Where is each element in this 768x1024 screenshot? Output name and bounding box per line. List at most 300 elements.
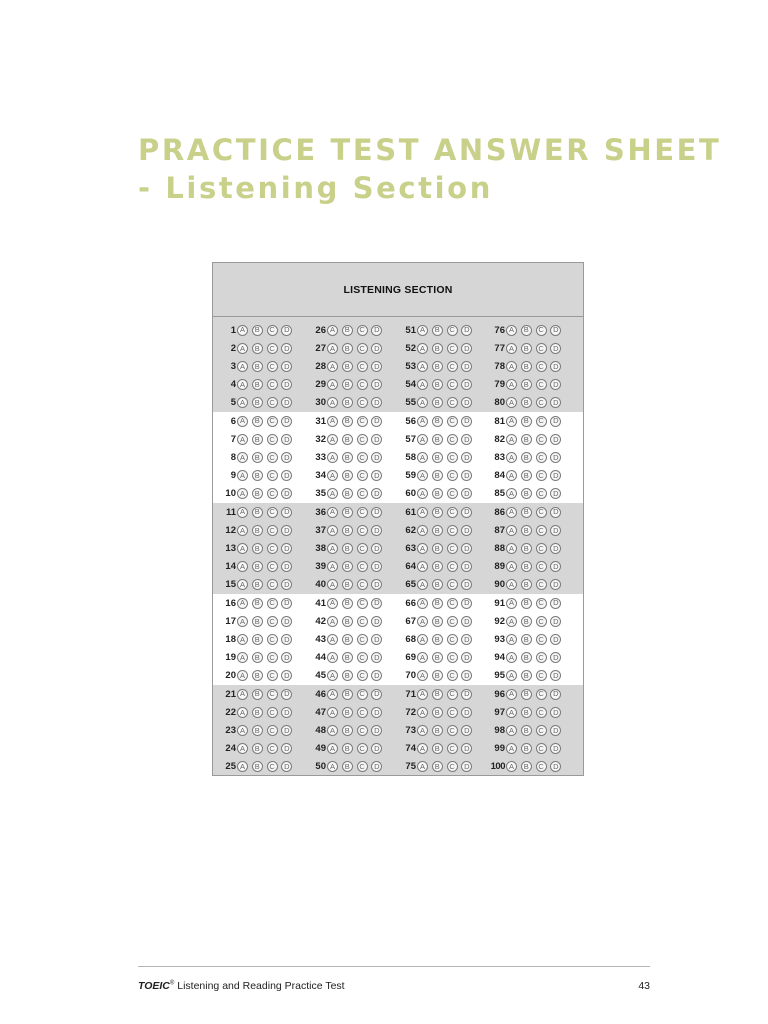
answer-bubble-d[interactable]: D: [461, 452, 472, 463]
answer-bubble-d[interactable]: D: [550, 743, 561, 754]
answer-bubble-d[interactable]: D: [371, 725, 382, 736]
answer-bubble-a[interactable]: A: [506, 416, 517, 427]
answer-bubble-a[interactable]: A: [327, 598, 338, 609]
answer-bubble-d[interactable]: D: [371, 452, 382, 463]
answer-bubble-d[interactable]: D: [461, 470, 472, 481]
answer-bubble-a[interactable]: A: [506, 525, 517, 536]
answer-bubble-c[interactable]: C: [447, 543, 458, 554]
answer-bubble-c[interactable]: C: [357, 670, 368, 681]
answer-bubble-d[interactable]: D: [371, 361, 382, 372]
answer-bubble-c[interactable]: C: [357, 361, 368, 372]
answer-bubble-b[interactable]: B: [432, 561, 443, 572]
answer-bubble-d[interactable]: D: [371, 598, 382, 609]
answer-bubble-a[interactable]: A: [327, 488, 338, 499]
answer-bubble-d[interactable]: D: [550, 470, 561, 481]
answer-bubble-c[interactable]: C: [536, 343, 547, 354]
answer-bubble-b[interactable]: B: [432, 343, 443, 354]
answer-bubble-a[interactable]: A: [417, 507, 428, 518]
answer-bubble-b[interactable]: B: [252, 361, 263, 372]
answer-bubble-a[interactable]: A: [417, 325, 428, 336]
answer-bubble-c[interactable]: C: [357, 397, 368, 408]
answer-bubble-a[interactable]: A: [506, 488, 517, 499]
answer-bubble-a[interactable]: A: [417, 652, 428, 663]
answer-bubble-a[interactable]: A: [506, 689, 517, 700]
answer-bubble-b[interactable]: B: [432, 379, 443, 390]
answer-bubble-b[interactable]: B: [432, 689, 443, 700]
answer-bubble-a[interactable]: A: [327, 470, 338, 481]
answer-bubble-c[interactable]: C: [536, 579, 547, 590]
answer-bubble-d[interactable]: D: [371, 543, 382, 554]
answer-bubble-a[interactable]: A: [237, 343, 248, 354]
answer-bubble-b[interactable]: B: [342, 616, 353, 627]
answer-bubble-a[interactable]: A: [237, 379, 248, 390]
answer-bubble-d[interactable]: D: [550, 343, 561, 354]
answer-bubble-c[interactable]: C: [447, 507, 458, 518]
answer-bubble-b[interactable]: B: [342, 725, 353, 736]
answer-bubble-d[interactable]: D: [371, 507, 382, 518]
answer-bubble-b[interactable]: B: [521, 361, 532, 372]
answer-bubble-b[interactable]: B: [342, 634, 353, 645]
answer-bubble-c[interactable]: C: [357, 689, 368, 700]
answer-bubble-d[interactable]: D: [550, 707, 561, 718]
answer-bubble-d[interactable]: D: [281, 416, 292, 427]
answer-bubble-c[interactable]: C: [357, 343, 368, 354]
answer-bubble-a[interactable]: A: [417, 434, 428, 445]
answer-bubble-c[interactable]: C: [536, 452, 547, 463]
answer-bubble-c[interactable]: C: [357, 470, 368, 481]
answer-bubble-b[interactable]: B: [252, 725, 263, 736]
answer-bubble-b[interactable]: B: [252, 579, 263, 590]
answer-bubble-c[interactable]: C: [267, 434, 278, 445]
answer-bubble-a[interactable]: A: [506, 379, 517, 390]
answer-bubble-d[interactable]: D: [550, 616, 561, 627]
answer-bubble-b[interactable]: B: [521, 507, 532, 518]
answer-bubble-d[interactable]: D: [461, 379, 472, 390]
answer-bubble-d[interactable]: D: [281, 525, 292, 536]
answer-bubble-b[interactable]: B: [432, 525, 443, 536]
answer-bubble-d[interactable]: D: [371, 689, 382, 700]
answer-bubble-c[interactable]: C: [357, 634, 368, 645]
answer-bubble-b[interactable]: B: [342, 561, 353, 572]
answer-bubble-b[interactable]: B: [432, 579, 443, 590]
answer-bubble-c[interactable]: C: [536, 707, 547, 718]
answer-bubble-b[interactable]: B: [342, 579, 353, 590]
answer-bubble-c[interactable]: C: [267, 725, 278, 736]
answer-bubble-d[interactable]: D: [461, 525, 472, 536]
answer-bubble-d[interactable]: D: [461, 670, 472, 681]
answer-bubble-a[interactable]: A: [417, 670, 428, 681]
answer-bubble-c[interactable]: C: [267, 470, 278, 481]
answer-bubble-a[interactable]: A: [506, 325, 517, 336]
answer-bubble-d[interactable]: D: [281, 743, 292, 754]
answer-bubble-a[interactable]: A: [237, 652, 248, 663]
answer-bubble-c[interactable]: C: [357, 488, 368, 499]
answer-bubble-d[interactable]: D: [371, 470, 382, 481]
answer-bubble-c[interactable]: C: [267, 416, 278, 427]
answer-bubble-c[interactable]: C: [267, 689, 278, 700]
answer-bubble-b[interactable]: B: [252, 525, 263, 536]
answer-bubble-b[interactable]: B: [252, 761, 263, 772]
answer-bubble-d[interactable]: D: [371, 525, 382, 536]
answer-bubble-b[interactable]: B: [521, 343, 532, 354]
answer-bubble-d[interactable]: D: [461, 652, 472, 663]
answer-bubble-b[interactable]: B: [521, 488, 532, 499]
answer-bubble-b[interactable]: B: [521, 652, 532, 663]
answer-bubble-c[interactable]: C: [267, 397, 278, 408]
answer-bubble-c[interactable]: C: [447, 725, 458, 736]
answer-bubble-b[interactable]: B: [521, 689, 532, 700]
answer-bubble-b[interactable]: B: [521, 379, 532, 390]
answer-bubble-d[interactable]: D: [371, 707, 382, 718]
answer-bubble-a[interactable]: A: [327, 761, 338, 772]
answer-bubble-d[interactable]: D: [461, 488, 472, 499]
answer-bubble-c[interactable]: C: [447, 361, 458, 372]
answer-bubble-c[interactable]: C: [536, 525, 547, 536]
answer-bubble-c[interactable]: C: [447, 416, 458, 427]
answer-bubble-b[interactable]: B: [252, 397, 263, 408]
answer-bubble-c[interactable]: C: [536, 725, 547, 736]
answer-bubble-b[interactable]: B: [521, 707, 532, 718]
answer-bubble-c[interactable]: C: [357, 616, 368, 627]
answer-bubble-a[interactable]: A: [506, 361, 517, 372]
answer-bubble-a[interactable]: A: [237, 325, 248, 336]
answer-bubble-d[interactable]: D: [550, 670, 561, 681]
answer-bubble-c[interactable]: C: [267, 670, 278, 681]
answer-bubble-b[interactable]: B: [432, 616, 443, 627]
answer-bubble-c[interactable]: C: [447, 434, 458, 445]
answer-bubble-c[interactable]: C: [447, 379, 458, 390]
answer-bubble-b[interactable]: B: [432, 507, 443, 518]
answer-bubble-a[interactable]: A: [327, 743, 338, 754]
answer-bubble-c[interactable]: C: [536, 325, 547, 336]
answer-bubble-d[interactable]: D: [281, 434, 292, 445]
answer-bubble-c[interactable]: C: [267, 634, 278, 645]
answer-bubble-c[interactable]: C: [536, 507, 547, 518]
answer-bubble-a[interactable]: A: [237, 689, 248, 700]
answer-bubble-a[interactable]: A: [506, 543, 517, 554]
answer-bubble-d[interactable]: D: [550, 689, 561, 700]
answer-bubble-a[interactable]: A: [327, 361, 338, 372]
answer-bubble-b[interactable]: B: [432, 725, 443, 736]
answer-bubble-d[interactable]: D: [371, 579, 382, 590]
answer-bubble-c[interactable]: C: [447, 470, 458, 481]
answer-bubble-c[interactable]: C: [536, 616, 547, 627]
answer-bubble-c[interactable]: C: [357, 434, 368, 445]
answer-bubble-a[interactable]: A: [327, 725, 338, 736]
answer-bubble-a[interactable]: A: [327, 379, 338, 390]
answer-bubble-d[interactable]: D: [461, 343, 472, 354]
answer-bubble-c[interactable]: C: [357, 325, 368, 336]
answer-bubble-a[interactable]: A: [417, 343, 428, 354]
answer-bubble-a[interactable]: A: [237, 507, 248, 518]
answer-bubble-d[interactable]: D: [281, 343, 292, 354]
answer-bubble-a[interactable]: A: [237, 361, 248, 372]
answer-bubble-d[interactable]: D: [550, 452, 561, 463]
answer-bubble-c[interactable]: C: [267, 325, 278, 336]
answer-bubble-c[interactable]: C: [267, 543, 278, 554]
answer-bubble-c[interactable]: C: [536, 488, 547, 499]
answer-bubble-c[interactable]: C: [536, 598, 547, 609]
answer-bubble-b[interactable]: B: [521, 397, 532, 408]
answer-bubble-c[interactable]: C: [267, 761, 278, 772]
answer-bubble-c[interactable]: C: [447, 761, 458, 772]
answer-bubble-b[interactable]: B: [252, 561, 263, 572]
answer-bubble-b[interactable]: B: [342, 598, 353, 609]
answer-bubble-c[interactable]: C: [357, 652, 368, 663]
answer-bubble-d[interactable]: D: [281, 670, 292, 681]
answer-bubble-c[interactable]: C: [536, 379, 547, 390]
answer-bubble-b[interactable]: B: [342, 452, 353, 463]
answer-bubble-a[interactable]: A: [237, 725, 248, 736]
answer-bubble-d[interactable]: D: [371, 743, 382, 754]
answer-bubble-d[interactable]: D: [550, 434, 561, 445]
answer-bubble-a[interactable]: A: [237, 707, 248, 718]
answer-bubble-a[interactable]: A: [237, 670, 248, 681]
answer-bubble-a[interactable]: A: [237, 470, 248, 481]
answer-bubble-a[interactable]: A: [506, 616, 517, 627]
answer-bubble-b[interactable]: B: [521, 470, 532, 481]
answer-bubble-a[interactable]: A: [506, 725, 517, 736]
answer-bubble-d[interactable]: D: [550, 397, 561, 408]
answer-bubble-b[interactable]: B: [252, 507, 263, 518]
answer-bubble-b[interactable]: B: [342, 543, 353, 554]
answer-bubble-a[interactable]: A: [417, 488, 428, 499]
answer-bubble-b[interactable]: B: [521, 761, 532, 772]
answer-bubble-c[interactable]: C: [536, 634, 547, 645]
answer-bubble-a[interactable]: A: [417, 761, 428, 772]
answer-bubble-d[interactable]: D: [371, 343, 382, 354]
answer-bubble-c[interactable]: C: [447, 616, 458, 627]
answer-bubble-d[interactable]: D: [550, 361, 561, 372]
answer-bubble-a[interactable]: A: [417, 397, 428, 408]
answer-bubble-a[interactable]: A: [506, 470, 517, 481]
answer-bubble-c[interactable]: C: [536, 743, 547, 754]
answer-bubble-b[interactable]: B: [521, 452, 532, 463]
answer-bubble-a[interactable]: A: [237, 452, 248, 463]
answer-bubble-d[interactable]: D: [461, 579, 472, 590]
answer-bubble-a[interactable]: A: [417, 470, 428, 481]
answer-bubble-a[interactable]: A: [417, 379, 428, 390]
answer-bubble-a[interactable]: A: [237, 488, 248, 499]
answer-bubble-d[interactable]: D: [461, 689, 472, 700]
answer-bubble-d[interactable]: D: [281, 452, 292, 463]
answer-bubble-b[interactable]: B: [252, 325, 263, 336]
answer-bubble-b[interactable]: B: [432, 761, 443, 772]
answer-bubble-a[interactable]: A: [506, 634, 517, 645]
answer-bubble-a[interactable]: A: [506, 561, 517, 572]
answer-bubble-a[interactable]: A: [327, 561, 338, 572]
answer-bubble-c[interactable]: C: [447, 561, 458, 572]
answer-bubble-b[interactable]: B: [252, 598, 263, 609]
answer-bubble-a[interactable]: A: [417, 416, 428, 427]
answer-bubble-b[interactable]: B: [432, 598, 443, 609]
answer-bubble-c[interactable]: C: [267, 361, 278, 372]
answer-bubble-b[interactable]: B: [342, 689, 353, 700]
answer-bubble-a[interactable]: A: [506, 507, 517, 518]
answer-bubble-b[interactable]: B: [521, 670, 532, 681]
answer-bubble-c[interactable]: C: [447, 325, 458, 336]
answer-bubble-d[interactable]: D: [281, 397, 292, 408]
answer-bubble-b[interactable]: B: [252, 652, 263, 663]
answer-bubble-c[interactable]: C: [267, 379, 278, 390]
answer-bubble-a[interactable]: A: [327, 416, 338, 427]
answer-bubble-c[interactable]: C: [357, 543, 368, 554]
answer-bubble-b[interactable]: B: [252, 452, 263, 463]
answer-bubble-a[interactable]: A: [327, 525, 338, 536]
answer-bubble-b[interactable]: B: [432, 452, 443, 463]
answer-bubble-b[interactable]: B: [252, 434, 263, 445]
answer-bubble-d[interactable]: D: [461, 434, 472, 445]
answer-bubble-d[interactable]: D: [281, 361, 292, 372]
answer-bubble-d[interactable]: D: [461, 725, 472, 736]
answer-bubble-c[interactable]: C: [267, 343, 278, 354]
answer-bubble-d[interactable]: D: [461, 598, 472, 609]
answer-bubble-b[interactable]: B: [252, 343, 263, 354]
answer-bubble-a[interactable]: A: [506, 434, 517, 445]
answer-bubble-a[interactable]: A: [417, 689, 428, 700]
answer-bubble-d[interactable]: D: [371, 652, 382, 663]
answer-bubble-d[interactable]: D: [550, 325, 561, 336]
answer-bubble-b[interactable]: B: [521, 616, 532, 627]
answer-bubble-c[interactable]: C: [447, 488, 458, 499]
answer-bubble-a[interactable]: A: [327, 707, 338, 718]
answer-bubble-a[interactable]: A: [506, 579, 517, 590]
answer-bubble-b[interactable]: B: [342, 525, 353, 536]
answer-bubble-a[interactable]: A: [237, 416, 248, 427]
answer-bubble-b[interactable]: B: [521, 325, 532, 336]
answer-bubble-a[interactable]: A: [237, 761, 248, 772]
answer-bubble-c[interactable]: C: [357, 743, 368, 754]
answer-bubble-b[interactable]: B: [432, 707, 443, 718]
answer-bubble-d[interactable]: D: [281, 488, 292, 499]
answer-bubble-c[interactable]: C: [447, 634, 458, 645]
answer-bubble-b[interactable]: B: [432, 743, 443, 754]
answer-bubble-b[interactable]: B: [342, 343, 353, 354]
answer-bubble-d[interactable]: D: [461, 634, 472, 645]
answer-bubble-a[interactable]: A: [237, 543, 248, 554]
answer-bubble-d[interactable]: D: [461, 325, 472, 336]
answer-bubble-d[interactable]: D: [550, 598, 561, 609]
answer-bubble-a[interactable]: A: [327, 343, 338, 354]
answer-bubble-b[interactable]: B: [432, 488, 443, 499]
answer-bubble-c[interactable]: C: [267, 707, 278, 718]
answer-bubble-c[interactable]: C: [536, 652, 547, 663]
answer-bubble-c[interactable]: C: [447, 689, 458, 700]
answer-bubble-a[interactable]: A: [506, 670, 517, 681]
answer-bubble-c[interactable]: C: [267, 598, 278, 609]
answer-bubble-b[interactable]: B: [432, 361, 443, 372]
answer-bubble-c[interactable]: C: [357, 561, 368, 572]
answer-bubble-c[interactable]: C: [536, 670, 547, 681]
answer-bubble-d[interactable]: D: [281, 325, 292, 336]
answer-bubble-d[interactable]: D: [371, 488, 382, 499]
answer-bubble-c[interactable]: C: [267, 652, 278, 663]
answer-bubble-d[interactable]: D: [461, 707, 472, 718]
answer-bubble-d[interactable]: D: [281, 561, 292, 572]
answer-bubble-b[interactable]: B: [521, 434, 532, 445]
answer-bubble-a[interactable]: A: [327, 634, 338, 645]
answer-bubble-d[interactable]: D: [281, 579, 292, 590]
answer-bubble-c[interactable]: C: [447, 579, 458, 590]
answer-bubble-c[interactable]: C: [357, 416, 368, 427]
answer-bubble-d[interactable]: D: [281, 507, 292, 518]
answer-bubble-b[interactable]: B: [342, 379, 353, 390]
answer-bubble-b[interactable]: B: [342, 397, 353, 408]
answer-bubble-d[interactable]: D: [550, 525, 561, 536]
answer-bubble-c[interactable]: C: [357, 507, 368, 518]
answer-bubble-d[interactable]: D: [550, 761, 561, 772]
answer-bubble-c[interactable]: C: [536, 361, 547, 372]
answer-bubble-c[interactable]: C: [267, 488, 278, 499]
answer-bubble-c[interactable]: C: [357, 525, 368, 536]
answer-bubble-a[interactable]: A: [417, 743, 428, 754]
answer-bubble-b[interactable]: B: [432, 634, 443, 645]
answer-bubble-a[interactable]: A: [506, 397, 517, 408]
answer-bubble-d[interactable]: D: [371, 670, 382, 681]
answer-bubble-b[interactable]: B: [521, 743, 532, 754]
answer-bubble-d[interactable]: D: [461, 416, 472, 427]
answer-bubble-a[interactable]: A: [327, 689, 338, 700]
answer-bubble-d[interactable]: D: [371, 616, 382, 627]
answer-bubble-d[interactable]: D: [550, 652, 561, 663]
answer-bubble-b[interactable]: B: [252, 670, 263, 681]
answer-bubble-b[interactable]: B: [521, 579, 532, 590]
answer-bubble-a[interactable]: A: [237, 598, 248, 609]
answer-bubble-b[interactable]: B: [342, 470, 353, 481]
answer-bubble-c[interactable]: C: [536, 470, 547, 481]
answer-bubble-a[interactable]: A: [327, 543, 338, 554]
answer-bubble-d[interactable]: D: [371, 397, 382, 408]
answer-bubble-c[interactable]: C: [447, 707, 458, 718]
answer-bubble-c[interactable]: C: [447, 670, 458, 681]
answer-bubble-d[interactable]: D: [461, 361, 472, 372]
answer-bubble-b[interactable]: B: [342, 325, 353, 336]
answer-bubble-b[interactable]: B: [342, 761, 353, 772]
answer-bubble-a[interactable]: A: [237, 397, 248, 408]
answer-bubble-c[interactable]: C: [357, 725, 368, 736]
answer-bubble-c[interactable]: C: [447, 525, 458, 536]
answer-bubble-a[interactable]: A: [327, 397, 338, 408]
answer-bubble-a[interactable]: A: [237, 743, 248, 754]
answer-bubble-d[interactable]: D: [550, 507, 561, 518]
answer-bubble-b[interactable]: B: [252, 616, 263, 627]
answer-bubble-b[interactable]: B: [432, 397, 443, 408]
answer-bubble-c[interactable]: C: [447, 452, 458, 463]
answer-bubble-d[interactable]: D: [281, 689, 292, 700]
answer-bubble-a[interactable]: A: [237, 616, 248, 627]
answer-bubble-d[interactable]: D: [550, 488, 561, 499]
answer-bubble-c[interactable]: C: [267, 452, 278, 463]
answer-bubble-a[interactable]: A: [417, 598, 428, 609]
answer-bubble-b[interactable]: B: [432, 325, 443, 336]
answer-bubble-a[interactable]: A: [417, 561, 428, 572]
answer-bubble-d[interactable]: D: [461, 507, 472, 518]
answer-bubble-c[interactable]: C: [536, 761, 547, 772]
answer-bubble-d[interactable]: D: [281, 470, 292, 481]
answer-bubble-b[interactable]: B: [521, 543, 532, 554]
answer-bubble-c[interactable]: C: [447, 598, 458, 609]
answer-bubble-c[interactable]: C: [357, 379, 368, 390]
answer-bubble-b[interactable]: B: [521, 598, 532, 609]
answer-bubble-c[interactable]: C: [267, 525, 278, 536]
answer-bubble-d[interactable]: D: [371, 325, 382, 336]
answer-bubble-d[interactable]: D: [461, 543, 472, 554]
answer-bubble-b[interactable]: B: [342, 670, 353, 681]
answer-bubble-a[interactable]: A: [417, 452, 428, 463]
answer-bubble-d[interactable]: D: [371, 761, 382, 772]
answer-bubble-a[interactable]: A: [417, 707, 428, 718]
answer-bubble-a[interactable]: A: [327, 325, 338, 336]
